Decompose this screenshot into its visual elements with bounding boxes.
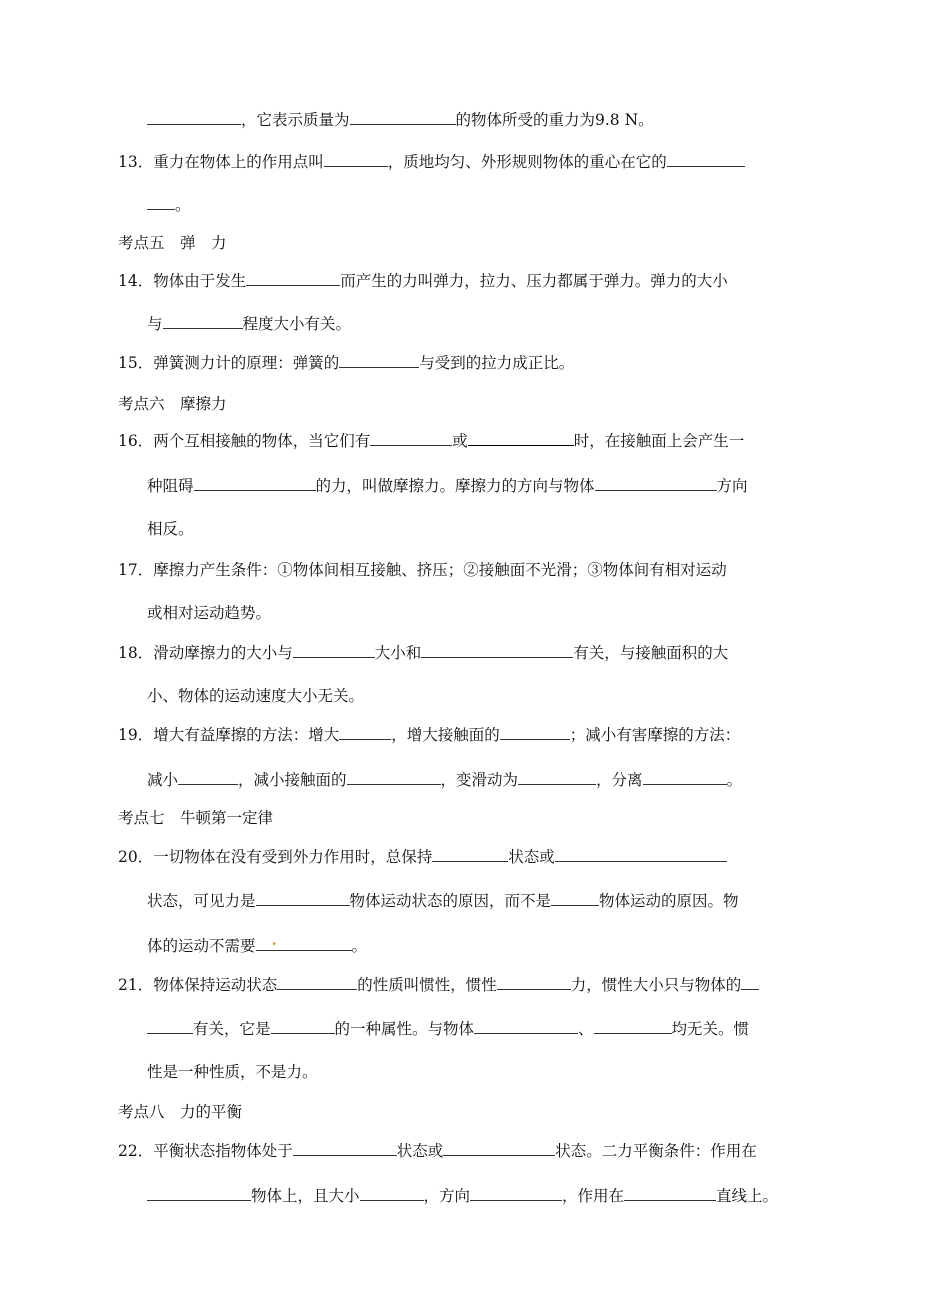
- blank[interactable]: [443, 1140, 555, 1156]
- blank[interactable]: [497, 974, 571, 990]
- text-segment: ；减小有害摩擦的方法：: [569, 726, 741, 744]
- text-segment: 减小: [147, 771, 179, 789]
- text-line: [147, 890, 739, 912]
- text-line: [147, 313, 351, 335]
- blank[interactable]: [293, 642, 375, 658]
- section-heading: 考点七 牛顿第一定律: [118, 809, 274, 827]
- question-19: [118, 724, 740, 746]
- question-20: [118, 846, 727, 868]
- text-segment: ，作用在: [562, 1187, 625, 1205]
- mark-dot: .: [271, 930, 277, 949]
- question-17: [118, 559, 727, 581]
- text-segment: 。: [726, 771, 743, 789]
- text-segment: 物体上，且大小: [251, 1187, 360, 1205]
- question-number: 19．: [118, 726, 154, 744]
- question-16: [118, 430, 744, 452]
- text-segment: 平衡状态指物体处于: [153, 1142, 293, 1160]
- blank[interactable]: [500, 724, 570, 740]
- blank[interactable]: [551, 890, 599, 906]
- question-number: 13．: [118, 153, 154, 171]
- blank[interactable]: [194, 475, 316, 491]
- text-segment: 增大有益摩擦的方法：增大: [153, 726, 340, 744]
- blank[interactable]: [350, 109, 456, 125]
- text-segment: 状态或: [508, 848, 555, 866]
- blank[interactable]: [147, 1185, 251, 1201]
- text-line: 相反。: [147, 520, 194, 538]
- text-segment: 程度大小有关。: [242, 315, 352, 333]
- text-segment: 种阻碍: [147, 477, 194, 495]
- blank[interactable]: [594, 1018, 672, 1034]
- question-18: [118, 642, 728, 664]
- text-segment: 物体保持运动状态: [153, 976, 278, 994]
- text-line: [147, 194, 191, 216]
- question-14: [118, 270, 728, 292]
- question-number: 22．: [118, 1142, 154, 1160]
- question-number: 17．: [118, 561, 154, 579]
- text-segment: ，减小接触面的: [238, 771, 347, 789]
- question-number: 16．: [118, 432, 154, 450]
- question-13: [118, 151, 745, 173]
- text-segment: 的力，叫做摩擦力。摩擦力的方向与物体: [315, 477, 595, 495]
- blank[interactable]: [147, 194, 175, 210]
- question-15: [118, 352, 574, 374]
- text-segment: 状态，可见力是: [147, 892, 256, 910]
- text-line: 性是一种性质，不是力。: [147, 1063, 318, 1081]
- text-segment: 有关，与接触面积的大: [573, 644, 729, 662]
- text-segment: 大小和: [374, 644, 422, 662]
- text-segment: 均无关。惯: [671, 1020, 750, 1038]
- text-segment: 。: [175, 196, 191, 214]
- question-number: 20．: [118, 848, 154, 866]
- blank[interactable]: [271, 1018, 335, 1034]
- blank[interactable]: [256, 930, 352, 951]
- text-segment: 力，惯性大小只与物体的: [570, 976, 742, 994]
- blank[interactable]: [256, 890, 350, 906]
- blank[interactable]: [360, 1185, 424, 1201]
- text-line: [147, 1018, 749, 1040]
- blank[interactable]: [293, 1140, 397, 1156]
- text-segment: ，方向: [423, 1187, 471, 1205]
- section-heading: 考点五 弹 力: [118, 234, 227, 252]
- text-segment: 直线上。: [716, 1187, 779, 1205]
- text-line: [147, 769, 742, 791]
- text-segment: 状态。二力平衡条件：作用在: [555, 1142, 757, 1160]
- text-segment: ，质地均匀、外形规则物体的重心在它的: [387, 153, 667, 171]
- text-segment: 或: [452, 432, 468, 450]
- text-line: 或相对运动趋势。: [147, 604, 272, 622]
- text-segment: 而产生的力叫弹力，拉力、压力都属于弹力。弹力的大小: [340, 272, 728, 290]
- question-number: 18．: [118, 644, 154, 662]
- question-number: 15．: [118, 354, 154, 372]
- text-segment: 物体由于发生: [153, 272, 247, 290]
- blank[interactable]: [147, 109, 241, 125]
- blank[interactable]: [595, 475, 717, 491]
- text-segment: 物体运动状态的原因，而不是: [349, 892, 552, 910]
- text-segment: 的一种属性。与物体: [334, 1020, 475, 1038]
- text-line: [147, 930, 368, 957]
- blank[interactable]: [246, 270, 340, 286]
- blank[interactable]: [555, 846, 727, 862]
- text-segment: 方向: [716, 477, 748, 495]
- blank[interactable]: [667, 151, 745, 167]
- section-heading: 考点八 力的平衡: [118, 1103, 243, 1121]
- text-segment: 滑动摩擦力的大小与: [153, 644, 293, 662]
- blank[interactable]: [277, 974, 357, 990]
- question-number: 21．: [118, 976, 154, 994]
- text-segment: 、: [578, 1020, 594, 1038]
- text-line: [147, 109, 654, 131]
- blank[interactable]: [339, 724, 391, 740]
- text-segment: 一切物体在没有受到外力作用时，总保持: [153, 848, 433, 866]
- blank[interactable]: [347, 769, 441, 785]
- blank[interactable]: [339, 352, 419, 368]
- blank[interactable]: [370, 430, 452, 446]
- text-segment: 与: [147, 315, 163, 333]
- text-line: [147, 1185, 778, 1207]
- blank[interactable]: [741, 974, 759, 990]
- question-number: 14．: [118, 272, 154, 290]
- text-segment: 重力在物体上的作用点叫: [153, 153, 324, 171]
- question-21: [118, 974, 759, 996]
- text-segment: ，变滑动为: [440, 771, 519, 789]
- text-segment: 与受到的拉力成正比。: [419, 354, 575, 372]
- text-segment: 摩擦力产生条件：①物体间相互接触、挤压；②接触面不光滑；③物体间有相对运动: [153, 561, 727, 579]
- blank[interactable]: [178, 769, 238, 785]
- text-segment: ，它表示质量为: [241, 111, 350, 129]
- text-segment: 的物体所受的重力为9.8 N。: [455, 111, 654, 129]
- text-segment: 有关，它是: [193, 1020, 271, 1038]
- text-segment: 两个互相接触的物体，当它们有: [153, 432, 371, 450]
- blank[interactable]: [468, 430, 574, 446]
- text-segment: 状态或: [396, 1142, 444, 1160]
- text-segment: 弹簧测力计的原理：弹簧的: [153, 354, 340, 372]
- question-22: [118, 1140, 757, 1162]
- text-segment: 体的运动不需要: [147, 937, 256, 955]
- text-segment: ，增大接触面的: [391, 726, 500, 744]
- text-segment: ，分离: [596, 771, 643, 789]
- text-segment: 。: [351, 937, 368, 955]
- blank[interactable]: [474, 1018, 578, 1034]
- blank[interactable]: [163, 313, 243, 329]
- blank[interactable]: [421, 642, 573, 658]
- blank[interactable]: [643, 769, 727, 785]
- text-segment: 时，在接触面上会产生一: [573, 432, 745, 450]
- text-segment: 的性质叫惯性，惯性: [357, 976, 497, 994]
- section-heading: 考点六 摩擦力: [118, 395, 227, 413]
- blank[interactable]: [624, 1185, 716, 1201]
- text-line: [147, 475, 748, 497]
- blank[interactable]: [470, 1185, 562, 1201]
- text-line: 小、物体的运动速度大小无关。: [147, 687, 365, 705]
- blank[interactable]: [324, 151, 388, 167]
- blank[interactable]: [518, 769, 596, 785]
- blank[interactable]: [432, 846, 508, 862]
- text-segment: 物体运动的原因。物: [599, 892, 739, 910]
- blank[interactable]: [147, 1018, 193, 1034]
